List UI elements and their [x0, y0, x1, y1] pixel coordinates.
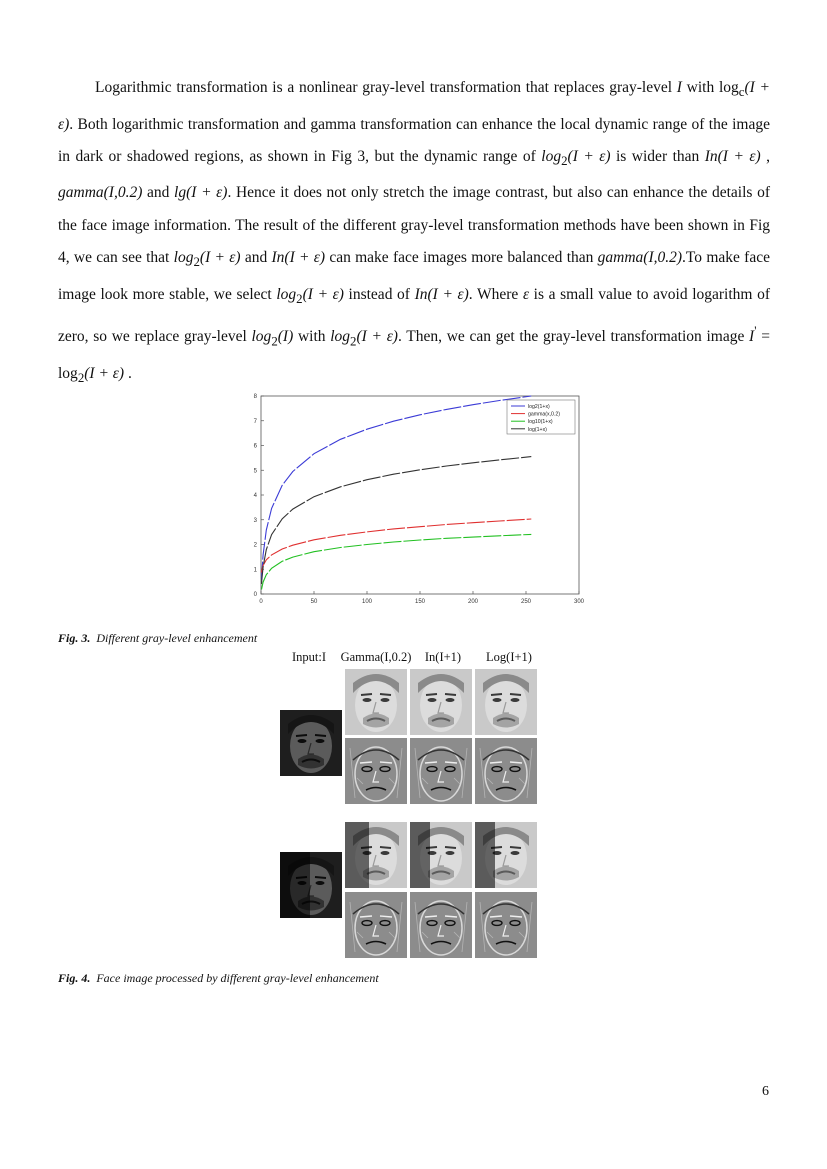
x-tick-label: 100 — [361, 599, 373, 605]
input-face-2 — [280, 852, 342, 918]
ln-face-2 — [410, 822, 472, 888]
gamma-face-1 — [345, 669, 407, 735]
log-edge-1 — [475, 738, 537, 804]
body-paragraph: Logarithmic transformation is a nonlinear gray-level transformation that replaces gray-level I with $\log_c(I + \varepsilon)$. Both logarithmic transformation and gamma transformation can enhance the local dynamic range of the image in dark or shadowed regions, as shown in Fig 3, but the dynamic range of $\log_2(I + \varepsilon)$ is wider than In(I + ε) , gamma(I,0.2) and lg(I + ε). Hence it does not only stretch the image contrast, but also can enhance the details of the face image information. The result of the different gray-level transformation methods have been shown in Fig 4, we can see that $\log_2(I + \varepsilon)$ and In(I + ε) can make face images more balanced than gamma(I,0.2).To make face image look more stable, we select $\log_2(I + \varepsilon)$ instead of In(I + ε). Where ε is a small value to avoid logarithm of zero, so we replace gray-level $\log_2(I)$ with $\log_2(I + \varepsilon)$. Then, we can get the gray-level transformation image $I' = \log_2(I + \varepsilon)$ . — [58, 79, 771, 385]
y-tick-label: 4 — [253, 493, 257, 499]
x-tick-label: 150 — [414, 599, 426, 605]
y-tick-label: 6 — [253, 443, 257, 450]
figure-3-caption: Fig. 3. Different gray-level enhancement — [58, 631, 258, 645]
y-tick-label: 3 — [253, 517, 257, 524]
log-face-1 — [475, 669, 537, 735]
y-tick-label: 1 — [253, 567, 257, 574]
chart-legend — [507, 400, 575, 434]
input-face-1 — [280, 710, 342, 776]
x-tick-label: 200 — [467, 599, 479, 605]
y-tick-label: 2 — [253, 542, 257, 549]
y-tick-label: 0 — [253, 592, 257, 598]
log-face-2 — [475, 822, 537, 888]
x-tick-label: 0 — [259, 599, 263, 605]
legend-label: log10(1+x) — [528, 419, 553, 426]
gamma-edge-2 — [345, 892, 407, 958]
log-edge-2 — [475, 892, 537, 958]
x-tick-label: 300 — [573, 599, 585, 605]
column-header-log: Log(I+1) — [486, 650, 532, 664]
gamma-edge-1 — [345, 738, 407, 804]
legend-label: gamma(x,0.2) — [528, 411, 560, 418]
figure-4-caption: Fig. 4. Face image processed by different gray-level enhancement — [58, 971, 379, 985]
column-header-gamma: Gamma(I,0.2) — [340, 650, 412, 664]
y-tick-label: 5 — [253, 468, 257, 475]
figure-3-chart — [235, 388, 591, 610]
y-tick-label: 7 — [253, 418, 257, 425]
column-header-input: Input:I — [291, 650, 327, 664]
legend-label: log(1+x) — [528, 426, 547, 433]
page-number: 6 — [762, 1084, 769, 1099]
ln-edge-2 — [410, 892, 472, 958]
gamma-face-2 — [345, 822, 407, 888]
ln-edge-1 — [410, 738, 472, 804]
ln-face-1 — [410, 669, 472, 735]
column-header-ln: In(I+1) — [424, 650, 462, 664]
x-tick-label: 250 — [520, 599, 532, 605]
x-tick-label: 50 — [310, 599, 318, 605]
line-chart — [235, 388, 591, 610]
y-tick-label: 8 — [253, 394, 257, 400]
legend-label: log2(1+x) — [528, 404, 550, 410]
